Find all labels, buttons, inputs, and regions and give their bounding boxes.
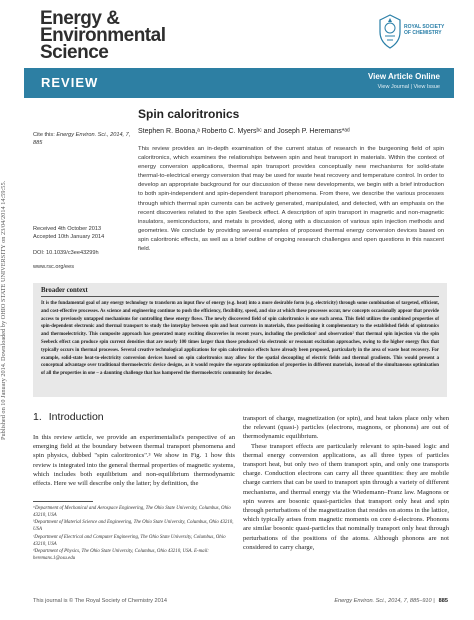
journal-title-line: Environmental — [40, 25, 166, 46]
cite-label: Cite this: — [33, 132, 55, 138]
body-paragraph: transport of charge, magnetization (or spin), and heat takes place only when the relevant (quasi-) particles (electrons, magnons, or phonons) are out of thermodynamic equilibrium. — [243, 415, 449, 441]
journal-citation-footer: Energy Environ. Sci., 2014, 7, 885–910 | — [334, 598, 435, 604]
rsc-crest-icon — [378, 14, 402, 50]
rsc-logo-text: ROYAL SOCIETY OF CHEMISTRY — [404, 24, 445, 36]
body-paragraph: These transport effects are particularly relevant to spin-based logic and thermal energy conversion applications, as all three types of particles transport heat, but only two of them transport spin, and only one transports charge. Conduction electrons can carry all three quantities: they are mobile charge carriers that can be used to transport spin through a variety of different mechanisms, and thermal energy via the Wiedemann–Franz law. Magnons or spin waves are bosonic quasi-particles that transport only heat and spin through perturbations of the magnetization that resides on atoms in the lattice, which typically arises from magnetic moments on core d-electrons. Phonons are similar bosonic quasi-particles that nominally transport only heat through perturbations of the positions of the atoms. Although phonons are not considered to carry charge, — [243, 442, 449, 551]
section-title: Introduction — [48, 411, 104, 423]
footnote-divider — [33, 501, 93, 502]
divider — [41, 296, 439, 297]
review-banner — [24, 68, 454, 98]
broader-context-heading: Broader context — [41, 287, 88, 294]
rsc-logo — [378, 14, 448, 66]
view-article-online-link[interactable]: View Article Online — [367, 72, 440, 81]
author-list: Stephen R. Boona,ᵃ Roberto C. Myersᵇᶜ and Joseph P. Heremans*ᵃᵈ — [138, 128, 350, 135]
view-journal-issue-links[interactable]: View Journal | View Issue — [377, 84, 440, 90]
affiliation-footnotes — [33, 506, 235, 563]
article-type-label: REVIEW — [41, 75, 99, 90]
citation — [33, 132, 133, 147]
journal-title-line: Science — [40, 42, 109, 63]
publication-stamp: Published on 10 January 2014. Downloaded by OHIO STATE UNIVERSITY on 23/04/2014 14:59:55. — [0, 180, 7, 440]
section-heading — [33, 411, 104, 423]
doi-link[interactable]: DOI: 10.1039/c3ee43299h — [33, 250, 99, 256]
footnote: ᵇDepartment of Material Science and Engineering, The Ohio State University, Columbus, Ohio 43210, USA — [33, 520, 234, 533]
footnote: ᵈDepartment of Physics, The Ohio State University, Columbus, Ohio 43210, USA. E-mail: heremans.1@osu.edu — [33, 548, 209, 561]
journal-title — [40, 10, 200, 61]
footnote: ᶜDepartment of Electrical and Computer Engineering, The Ohio State University, Columbus, Ohio 43210, USA — [33, 534, 226, 547]
received-dates — [33, 226, 133, 242]
page-number: 885 — [438, 598, 448, 604]
copyright-footer: This journal is © The Royal Society of Chemistry 2014 — [33, 598, 167, 604]
article-title: Spin caloritronics — [138, 107, 240, 121]
journal-url-link[interactable]: www.rsc.org/ees — [33, 264, 75, 270]
broader-context-box — [33, 283, 447, 397]
received-date: Received 4th October 2013 — [33, 226, 102, 232]
accepted-date: Accepted 10th January 2014 — [33, 233, 105, 240]
journal-title-line: Energy & — [40, 8, 120, 29]
cite-text: Energy Environ. Sci., 2014, 7, 885 — [33, 132, 131, 146]
footnote: ᵃDepartment of Mechanical and Aerospace Engineering, The Ohio State University, Columbus, Ohio 43210, USA — [33, 506, 231, 518]
intro-paragraph: In this review article, we provide an experimentalist's perspective of an emerging field at the boundary between thermal transport phenomena and spin physics, dubbed "spin caloritronics".³ We show in Fig. 1 how this review is integrated into the general thermal properties of magnetic systems, which includes both equilibrium and non-equilibrium thermodynamic effects. Here we will describe only the latter; by definition, the — [33, 434, 235, 488]
broader-context-text: It is the fundamental goal of any energy technology to transform an input flow of energy (e.g. heat) into a more desirable form (e.g. electricity) through some combination of targeted, efficient, and cost-effective processes. As science and engineering continue to push the efficiency, flexibility, speed, and size at which these processes occur, new concepts occasionally appear that provide access to previously untapped mechanisms for controlling these energy flows. The newly discovered field of spin caloritronics is one such arena. This field utilizes the combined properties of spin-dependent electronic and thermal transport to study the interplay between spin and heat currents in materials, thus positioning it complementary to the established fields of spintronics and thermoelectricity. This composite approach has generated many exciting discoveries in recent years, including the prediction¹ and observation² that thermal spin injection via the spin Seebeck effect can produce spin current densities that are nearly 100 times larger than those produced via electronic or resonant excitation approaches, owing to the higher energy flux that typically occurs in thermal processes. Several creative technological applications for spin caloritronics effects have already been proposed, particularly in the area of waste heat recovery. For example, solid-state heat-to-electricity conversion devices based on spin caloritronics may allow for the spatial decoupling of electric fields and thermal gradients. This would present a conceptual advantage over traditional thermoelectric device designs, as it would require the separate optimization of properties in different materials, instead of the simultaneous optimization of all the properties in one – a daunting challenge that has hampered the thermoelectric community for decades. — [41, 301, 439, 377]
right-column — [243, 414, 449, 552]
section-number: 1. — [33, 411, 42, 423]
abstract: This review provides an in-depth examination of the current status of research in the burgeoning field of spin caloritronics, which examines the relationships between spin and heat transport in materials. Within the context of energy conversion applications, thermal spin transport provides conceptually new mechanisms for solid-state thermal-to-electrical energy conversion that may be used for waste heat recovery and temperature control. In order to develop an appropriate background for our discussion of these new developments, we begin with a brief introduction to both spin-independent and spin-dependent transport phenomena. From there, we describe the various processes through which thermal spin currents can be actively generated, manipulated, and detected, with an emphasis on the recent discoveries related to the spin Seebeck effect. A description of spin transport in magnetic and non-magnetic insulators, semiconductors, and metals is provided, along with a discussion of various spin injection methods and geometries. We conclude by providing several examples of proposed thermal energy conversion devices based on spin caloritronic effects, as well as a brief outline of ongoing research challenges and open questions in this nascent field. — [138, 146, 444, 253]
journal-footer — [334, 598, 448, 604]
